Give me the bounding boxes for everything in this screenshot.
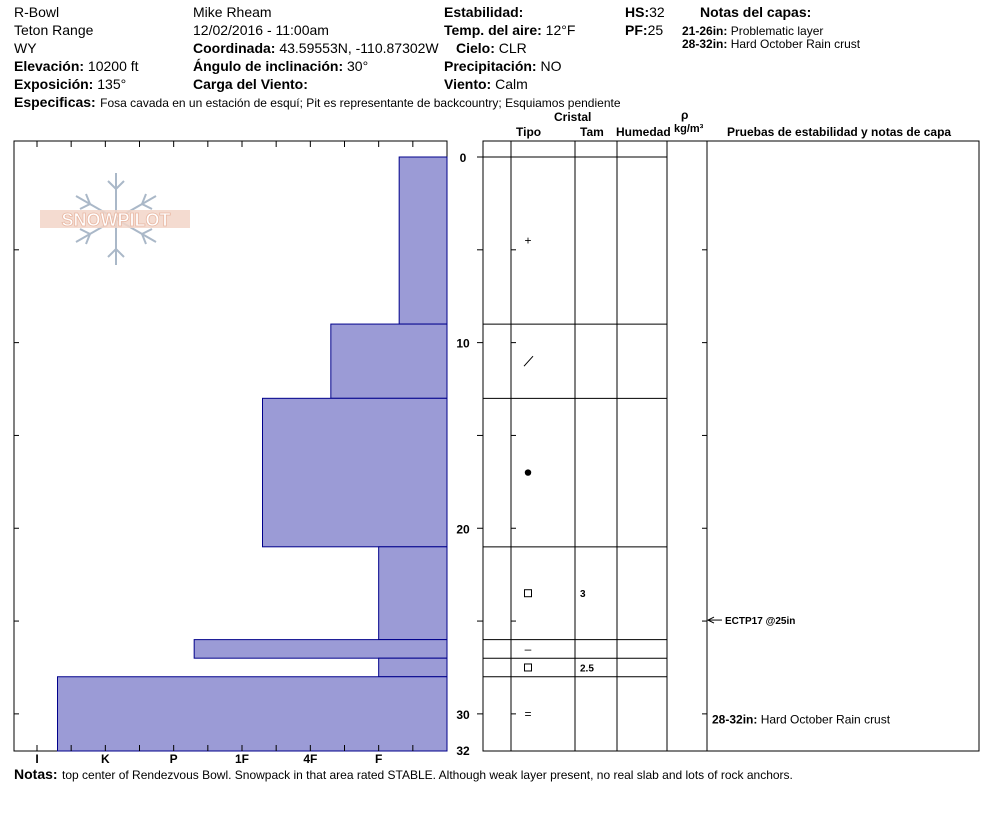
sky-value: CLR — [498, 40, 527, 56]
hardness-label: K — [100, 752, 110, 766]
stratigraphy-table — [483, 141, 979, 751]
hardness-bar-3 — [263, 398, 448, 547]
depth-label: 30 — [456, 707, 470, 722]
snowpilot-logo — [40, 173, 190, 265]
grain-symbol-5: – — [524, 641, 532, 656]
range-name: Teton Range — [14, 22, 94, 38]
hardness-bar-6 — [379, 658, 447, 677]
grain-symbol-1: + — [524, 233, 532, 248]
moisture-header: Humedad — [616, 125, 671, 139]
test-result-1: ECTP17 @25in — [725, 616, 796, 628]
hardness-bar-2 — [331, 324, 447, 398]
depth-label: 20 — [456, 522, 470, 537]
hs-value: 32 — [649, 4, 665, 20]
aspect-label: Exposición: — [14, 76, 94, 92]
layer-note-mark-1: 28-32in: Hard October Rain crust — [712, 712, 891, 727]
elevation-label: Elevación: — [14, 58, 85, 74]
hardness-bar-5 — [194, 640, 447, 659]
hardness-label: 1F — [234, 752, 249, 766]
depth-label: 0 — [459, 151, 467, 165]
hardness-label: 4F — [303, 752, 318, 766]
notes-label: Notas: — [14, 766, 58, 782]
grain-symbol-4 — [525, 590, 532, 597]
hardness-left-ticks — [14, 250, 19, 714]
hardness-bar-1 — [399, 157, 447, 324]
location-name: R-Bowl — [14, 4, 60, 20]
pf-value: 25 — [647, 22, 664, 38]
hardness-bar-7 — [58, 677, 448, 751]
aspect-value: 135° — [97, 76, 127, 92]
grain-size-4: 3 — [580, 589, 586, 601]
type-header: Tipo — [516, 125, 542, 139]
wind-label: Viento: — [444, 76, 492, 92]
sky-label: Cielo: — [456, 40, 495, 56]
depth-label-max: 32 — [456, 744, 470, 758]
logo-wordmark: SNOWPILOT — [61, 210, 171, 230]
state-name: WY — [14, 40, 37, 56]
layer-note-1-range: 21-26in: — [682, 24, 728, 38]
table-frame — [483, 141, 979, 751]
grain-symbol-7: = — [524, 706, 532, 721]
depth-axis — [456, 141, 483, 758]
pf-label: PF: — [625, 22, 648, 38]
stability-tests-area — [708, 616, 891, 726]
layer-note-2-range: 28-32in: — [682, 37, 728, 51]
grain-symbol-3 — [525, 469, 531, 475]
coordinate-label: Coordinada: — [193, 40, 276, 56]
density-unit-header: kg/m³ — [674, 123, 704, 135]
observer-name: Mike Rheam — [193, 4, 272, 20]
hardness-label: F — [374, 752, 383, 766]
layer-notes-title: Notas del capas: — [700, 4, 812, 20]
hardness-label: I — [35, 752, 39, 766]
elevation-value: 10200 ft — [87, 58, 139, 74]
slope-value: 30° — [347, 58, 369, 74]
grain-symbol-2 — [524, 356, 533, 366]
depth-label: 10 — [456, 336, 470, 351]
air-temp-value: 12°F — [545, 22, 576, 38]
rho-header: ρ — [681, 108, 689, 122]
coordinate-value: 43.59553N, -110.87302W — [279, 40, 439, 56]
observation-datetime: 12/02/2016 - 11:00am — [193, 22, 329, 38]
tests-header: Pruebas de estabilidad y notas de capa — [727, 125, 952, 139]
precip-label: Precipitación: — [444, 58, 537, 74]
slope-label: Ángulo de inclinación: — [193, 58, 344, 74]
notes-text: top center of Rendezvous Bowl. Snowpack in that area rated STABLE. Although weak layer present, no real slab and lots of rock anchors. — [62, 768, 793, 782]
stability-label: Estabilidad: — [444, 4, 524, 20]
wind-value: Calm — [495, 76, 528, 92]
grain-symbol-6 — [525, 664, 532, 671]
specifics-text: Fosa cavada en un estación de esquí; Pit es representante de backcountry; Esquiamos pendiente — [100, 96, 621, 110]
hardness-label: P — [169, 752, 178, 766]
size-header: Tam — [580, 125, 604, 139]
precip-value: NO — [540, 58, 562, 74]
specifics-label: Especificas: — [14, 94, 96, 110]
layer-note-2-text: Hard October Rain crust — [730, 37, 861, 51]
grain-size-6: 2.5 — [580, 663, 594, 675]
notes-row — [14, 766, 793, 784]
crystal-header: Cristal — [554, 110, 592, 124]
hs-label: HS: — [625, 4, 650, 20]
wind-load-label: Carga del Viento: — [193, 76, 308, 92]
layer-note-1-text: Problematic layer — [730, 24, 824, 38]
air-temp-label: Temp. del aire: — [444, 22, 542, 38]
hardness-bar-4 — [379, 547, 447, 640]
